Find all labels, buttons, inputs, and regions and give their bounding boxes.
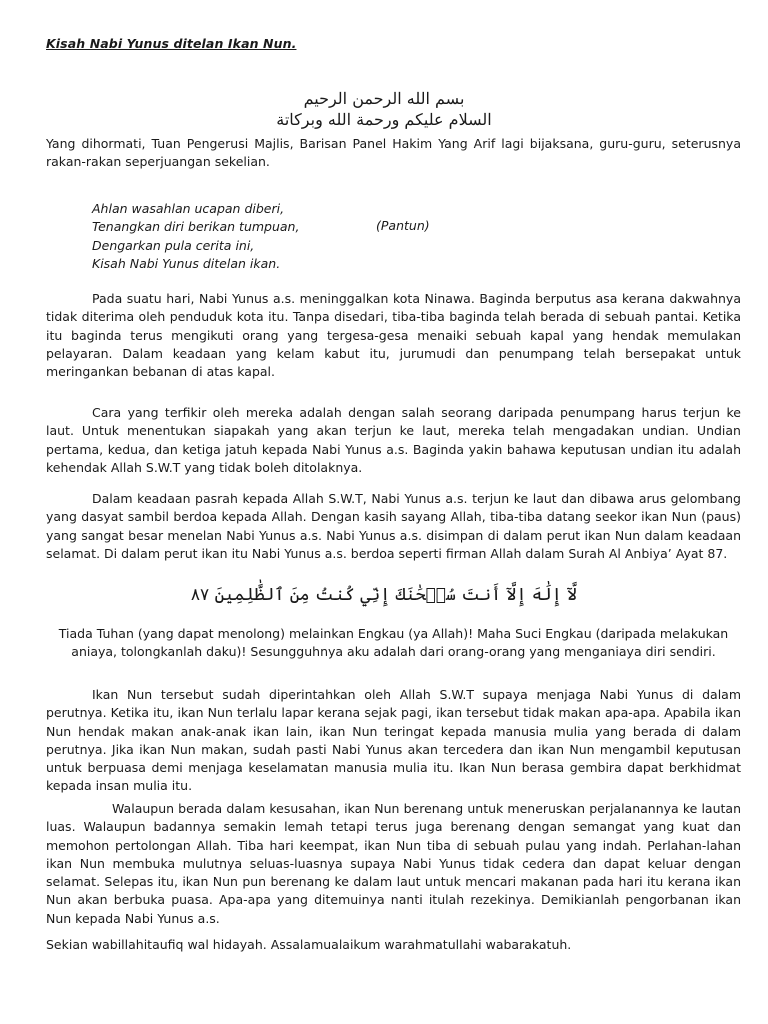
pantun-line: Dengarkan pula cerita ini, — [92, 237, 255, 253]
salam-line: السلام عليكم ورحمة الله وبركاتة — [276, 110, 492, 129]
story-paragraph-3: Dalam keadaan pasrah kepada Allah S.W.T, Nabi Yunus a.s. terjun ke laut dan dibawa arus gelombang yang dasyat sambil berdoa kepada Allah. Dengan kasih sayang Allah, tiba-tiba datang seekor ikan Nun (paus) yang sangat besar menelan Nabi Yunus a.s. Nabi Yunus a.s. disimpan di dalam perut ikan Nun dalam keadaan selamat. Di dalam perut ikan itu Nabi Yunus a.s. berdoa seperti firman Allah dalam Surah Al Anbiya’ Ayat 87. — [46, 491, 741, 561]
pantun-block — [92, 200, 299, 273]
story-paragraph-5: Walaupun berada dalam kesusahan, ikan Nun berenang untuk meneruskan perjalanannya ke lautan luas. Walaupun badannya semakin lemah tetapi terus juga berenang dengan semangat yang kuat dan memohon pertolongan Allah. Tiba hari keempat, ikan Nun tiba di sebuah pulau yang indah. Perlahan-lahan ikan Nun membuka mulutnya seluas-luasnya supaya Nabi Yunus tidak cedera dan dapat keluar dengan selamat. Selepas itu, ikan Nun pun berenang ke dalam laut untuk mencari makanan pada hari itu kerana ikan Nun akan berbuka puasa. Apa-apa yang ditemuinya nanti itulah rezekinya. Demikianlah pengorbanan ikan Nun kepada Nabi Yunus a.s. — [46, 801, 741, 926]
bismillah-line: بسم الله الرحمن الرحيم — [303, 89, 465, 108]
closing-line: Sekian wabillahitaufiq wal hidayah. Assalamualaikum warahmatullahi wabarakatuh. — [46, 937, 572, 952]
pantun-line: Ahlan wasahlan ucapan diberi, — [92, 201, 285, 216]
pantun-line: Tenangkan diri berikan tumpuan, — [92, 219, 300, 235]
quran-verse: لَّآ إِلَٰهَ إِلَّآ أَنتَ سُبۡحَٰنَكَ إِنِّي كُنتُ مِنَ ٱلظَّٰلِمِينَ ٨٧ — [190, 585, 578, 605]
pantun-line: Kisah Nabi Yunus ditelan ikan. — [92, 255, 281, 271]
document-title: Kisah Nabi Yunus ditelan Ikan Nun. — [46, 36, 297, 51]
story-paragraph-4: Ikan Nun tersebut sudah diperintahkan oleh Allah S.W.T supaya menjaga Nabi Yunus di dalam perutnya. Ketika itu, ikan Nun terlalu lapar kerana sejak pagi, ikan tersebut tidak makan apa-apa. Apabila ikan Nun hendak makan anak-anak ikan lain, ikan Nun teringat kepada manusia mulia yang berada di dalam perutnya. Jika ikan Nun makan, sudah pasti Nabi Yunus akan tercedera dan ikan Nun mengambil keputusan untuk berpuasa demi menjaga keselamatan manusia mulia itu. Ikan Nun berasa gembira dapat berkhidmat kepada insan mulia itu. — [46, 687, 741, 794]
pantun-tag: (Pantun) — [376, 218, 430, 233]
greeting-paragraph: Yang dihormati, Tuan Pengerusi Majlis, Barisan Panel Hakim Yang Arif lagi bijaksana, guru-guru, seterusnya rakan-rakan seperjuangan sekelian. — [46, 136, 741, 170]
story-paragraph-1: Pada suatu hari, Nabi Yunus a.s. meninggalkan kota Ninawa. Baginda berputus asa kerana dakwahnya tidak diterima oleh penduduk kota itu. Tanpa disedari, tiba-tiba baginda telah berada di sebuah pantai. Ketika itu baginda terus mengikuti orang yang tergesa-gesa menaiki sebuah kapal yang hendak memulakan pelayaran. Dalam keadaan yang kelam kabut itu, jurumudi dan penumpang telah bersepakat untuk meringankan bebanan di atas kapal. — [46, 291, 741, 380]
story-paragraph-2: Cara yang terfikir oleh mereka adalah dengan salah seorang daripada penumpang harus terjun ke laut. Untuk menentukan siapakah yang akan terjun ke laut, mereka telah mengadakan undian. Undian pertama, kedua, dan ketiga jatuh kepada Nabi Yunus a.s. Baginda yakin bahawa keputusan undian itu adalah kehendak Allah S.W.T yang tidak boleh ditolaknya. — [46, 405, 741, 475]
verse-translation: Tiada Tuhan (yang dapat menolong) melainkan Engkau (ya Allah)! Maha Suci Engkau (daripada melakukan aniaya, tolongkanlah daku)! Sesungguhnya aku adalah dari orang-orang yang menganiaya diri sendiri. — [58, 626, 729, 660]
